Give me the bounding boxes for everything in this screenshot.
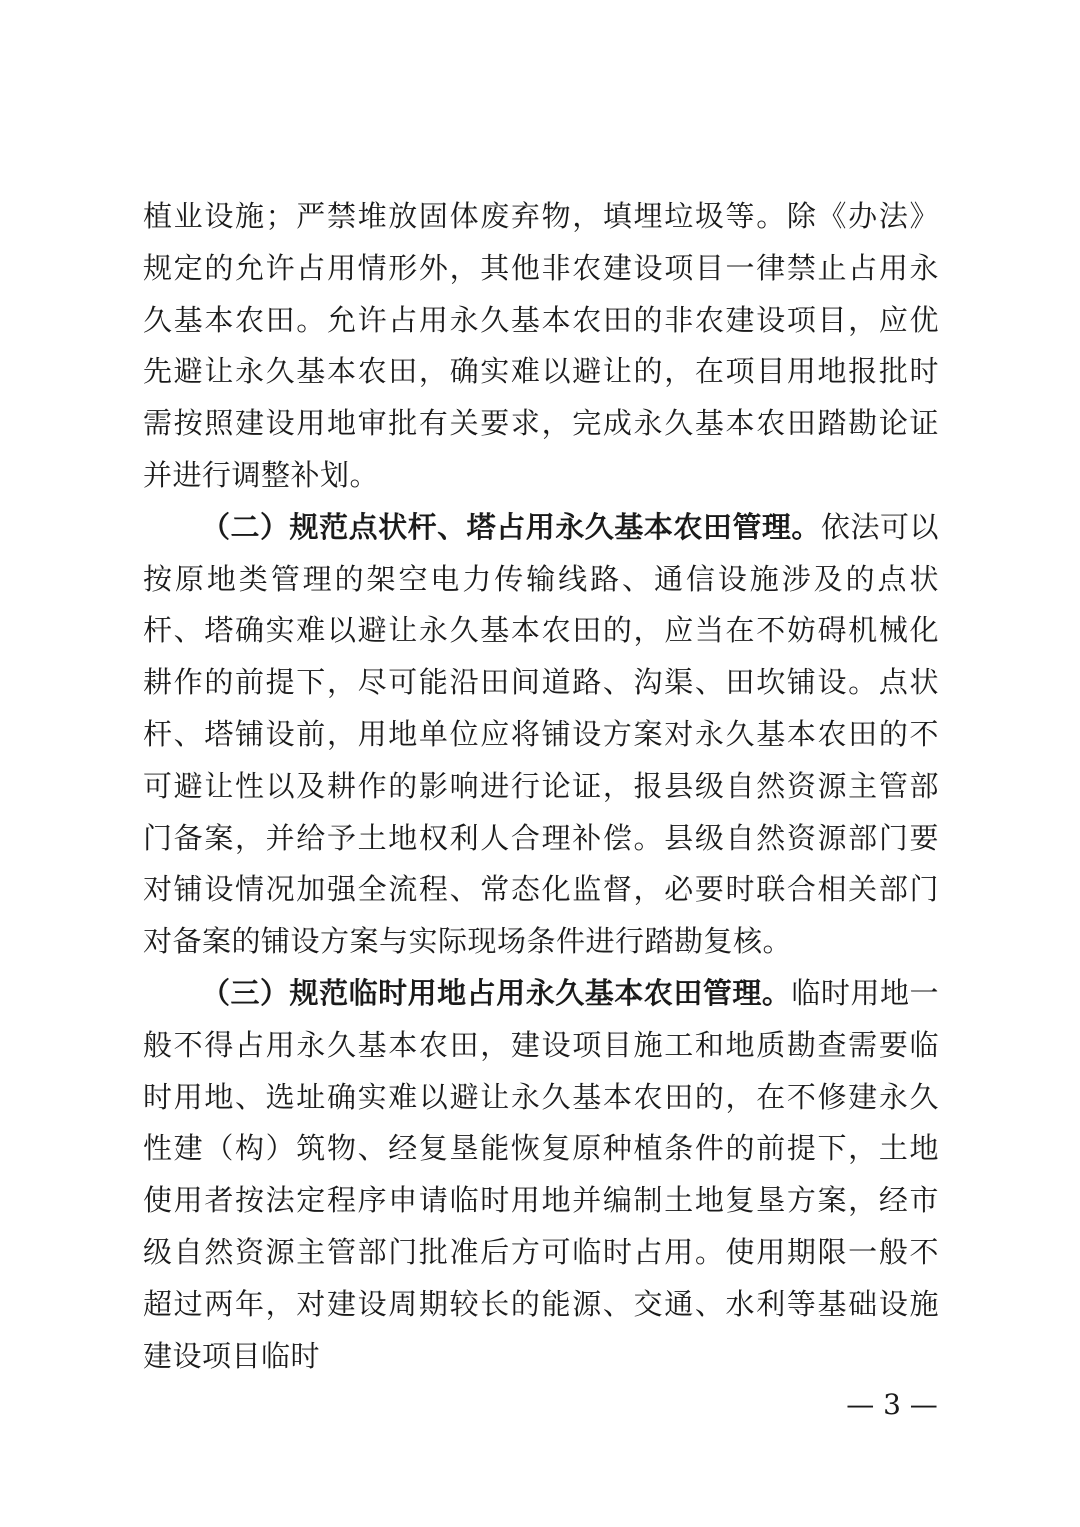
page-number: — 3 — [846,1388,938,1421]
paragraph-section-3 [143,968,939,1382]
section-heading: （三）规范临时用地占用永久基本农田管理。 [201,975,792,1010]
section-heading: （二）规范点状杆、塔占用永久基本农田管理。 [201,509,821,544]
document-body [143,191,939,1382]
paragraph-body: 依法可以按原地类管理的架空电力传输线路、通信设施涉及的点状杆、塔确实难以避让永久基本农田的，应当在不妨碍机械化耕作的前提下，尽可能沿田间道路、沟渠、田坎铺设。点状杆、塔铺设前，用地单位应将铺设方案对永久基本农田的不可避让性以及耕作的影响进行论证，报县级自然资源主管部门备案，并给予土地权利人合理补偿。县级自然资源部门要对铺设情况加强全流程、常态化监督，必要时联合相关部门对备案的铺设方案与实际现场条件进行踏勘复核。 [143,509,939,959]
paragraph-section-2 [143,502,939,968]
paragraph-body: 临时用地一般不得占用永久基本农田，建设项目施工和地质勘查需要临时用地、选址确实难以避让永久基本农田的，在不修建永久性建（构）筑物、经复垦能恢复原种植条件的前提下，土地使用者按法定程序申请临时用地并编制土地复垦方案，经市级自然资源主管部门批准后方可临时占用。使用期限一般不超过两年，对建设周期较长的能源、交通、水利等基础设施建设项目临时 [143,975,939,1373]
paragraph-continuation [143,191,939,502]
paragraph-body: 植业设施；严禁堆放固体废弃物，填埋垃圾等。除《办法》规定的允许占用情形外，其他非农建设项目一律禁止占用永久基本农田。允许占用永久基本农田的非农建设项目，应优先避让永久基本农田，确实难以避让的，在项目用地报批时需按照建设用地审批有关要求，完成永久基本农田踏勘论证并进行调整补划。 [143,199,939,492]
